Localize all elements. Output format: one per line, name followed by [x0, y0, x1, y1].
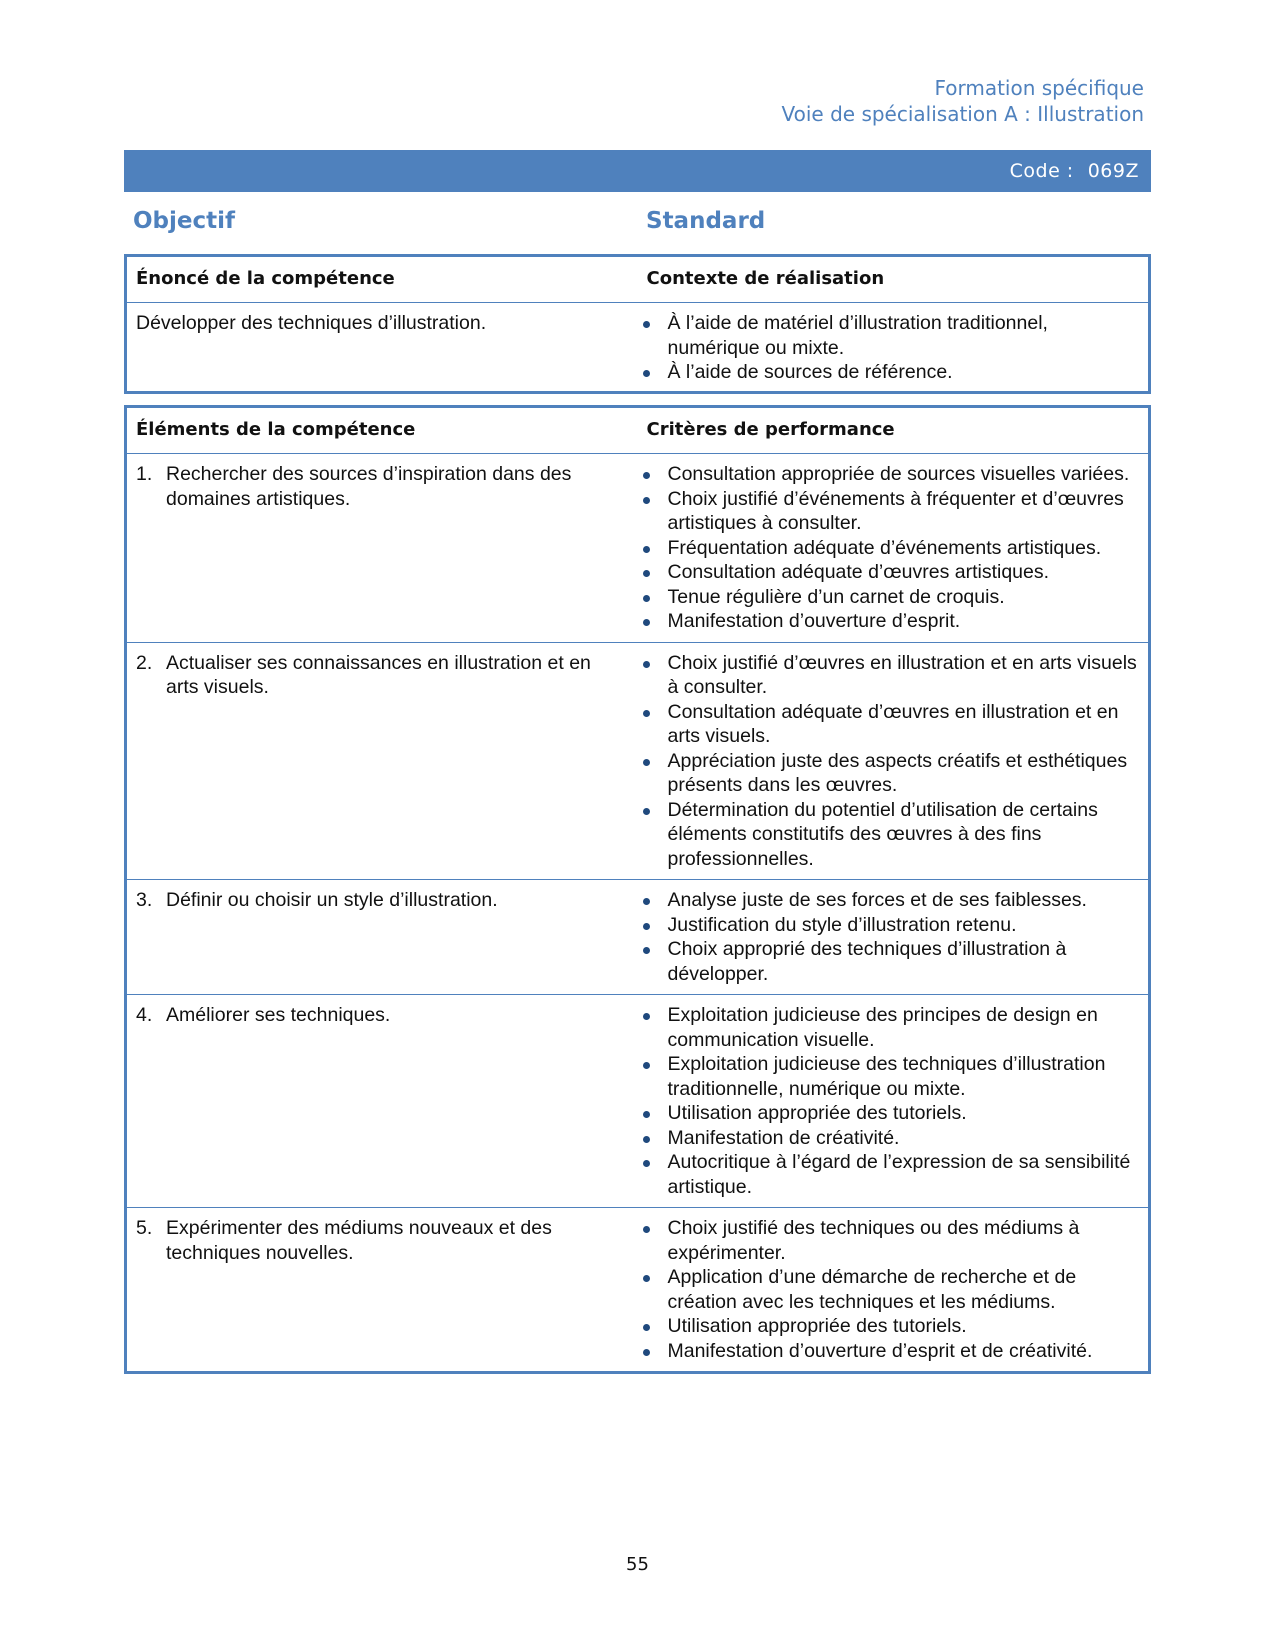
bullet-icon — [643, 923, 650, 930]
bullet-icon — [643, 759, 650, 766]
element-item: 1. Rechercher des sources d’inspiration dans des domaines artistiques. — [136, 463, 572, 510]
bullet-icon — [643, 497, 650, 504]
criteria-list — [638, 1003, 1143, 1199]
list-item: Justification du style d’illustration retenu. — [638, 913, 1143, 938]
list-item: Exploitation judicieuse des techniques d’illustration traditionnelle, numérique ou mixte. — [638, 1052, 1143, 1101]
list-item: Application d’une démarche de recherche et de création avec les techniques et les médiums. — [638, 1265, 1143, 1314]
header-program: Formation spécifique — [934, 76, 1144, 100]
bullet-icon — [643, 570, 650, 577]
bullet-icon — [643, 370, 650, 377]
list-item: Utilisation appropriée des tutoriels. — [638, 1314, 1143, 1339]
list-item: Choix justifié des techniques ou des médiums à expérimenter. — [638, 1216, 1143, 1265]
elements-header: Éléments de la compétence — [126, 407, 638, 454]
element-item: 3. Définir ou choisir un style d’illustration. — [136, 889, 498, 911]
bullet-icon — [643, 1275, 650, 1282]
table-header-row — [126, 407, 1150, 454]
code-bar — [124, 150, 1151, 192]
list-item: Tenue régulière d’un carnet de croquis. — [638, 585, 1143, 610]
bullet-icon — [643, 546, 650, 553]
bullet-icon — [643, 1324, 650, 1331]
bullet-icon — [643, 947, 650, 954]
bullet-icon — [643, 661, 650, 668]
list-item: Choix justifié d’œuvres en illustration et en arts visuels à consulter. — [638, 651, 1143, 700]
list-item: Consultation appropriée de sources visuelles variées. — [638, 462, 1143, 487]
element-item: 4. Améliorer ses techniques. — [136, 1004, 391, 1026]
table-row — [126, 642, 1150, 880]
table-header-row — [126, 256, 1150, 303]
list-item: Utilisation appropriée des tutoriels. — [638, 1101, 1143, 1126]
table-row — [126, 303, 1150, 393]
list-item: Fréquentation adéquate d’événements artistiques. — [638, 536, 1143, 561]
context-list — [638, 311, 1143, 385]
bullet-icon — [643, 1136, 650, 1143]
table-row — [126, 1208, 1150, 1373]
competence-statement: Développer des techniques d’illustration. — [136, 312, 487, 334]
list-item: Manifestation d’ouverture d’esprit. — [638, 609, 1143, 634]
bullet-icon — [643, 595, 650, 602]
table-row — [126, 880, 1150, 995]
criteria-list — [638, 462, 1143, 634]
bullet-icon — [643, 1226, 650, 1233]
standard-heading: Standard — [646, 208, 766, 234]
context-header: Contexte de réalisation — [638, 256, 1150, 303]
bullet-icon — [643, 1160, 650, 1167]
bullet-icon — [643, 1062, 650, 1069]
page-number: 55 — [626, 1554, 649, 1575]
competence-table — [124, 254, 1151, 394]
bullet-icon — [643, 808, 650, 815]
table-row — [126, 995, 1150, 1208]
list-item: Consultation adéquate d’œuvres en illustration et en arts visuels. — [638, 700, 1143, 749]
list-item: Détermination du potentiel d’utilisation de certains éléments constitutifs des œuvres à des fins professionnelles. — [638, 798, 1143, 872]
criteria-list — [638, 888, 1143, 986]
bullet-icon — [643, 710, 650, 717]
element-item: 2. Actualiser ses connaissances en illustration et en arts visuels. — [136, 651, 591, 698]
elements-table — [124, 405, 1151, 1374]
code-label: Code : — [1009, 160, 1074, 182]
list-item: Choix approprié des techniques d’illustration à développer. — [638, 937, 1143, 986]
bullet-icon — [643, 472, 650, 479]
list-item: Autocritique à l’égard de l’expression de sa sensibilité artistique. — [638, 1150, 1143, 1199]
bullet-icon — [643, 1349, 650, 1356]
element-item: 5. Expérimenter des médiums nouveaux et des techniques nouvelles. — [136, 1217, 552, 1264]
bullet-icon — [643, 1111, 650, 1118]
list-item: À l’aide de sources de référence. — [638, 360, 1143, 385]
header-specialization: Voie de spécialisation A : Illustration — [781, 102, 1144, 126]
list-item: À l’aide de matériel d’illustration traditionnel, numérique ou mixte. — [638, 311, 1143, 360]
list-item: Choix justifié d’événements à fréquenter et d’œuvres artistiques à consulter. — [638, 487, 1143, 536]
bullet-icon — [643, 898, 650, 905]
list-item: Analyse juste de ses forces et de ses faiblesses. — [638, 888, 1143, 913]
list-item: Consultation adéquate d’œuvres artistiques. — [638, 560, 1143, 585]
criteria-header: Critères de performance — [638, 407, 1150, 454]
bullet-icon — [643, 1013, 650, 1020]
criteria-list — [638, 1216, 1143, 1363]
objective-heading: Objectif — [133, 208, 236, 234]
bullet-icon — [643, 321, 650, 328]
code-value: 069Z — [1087, 160, 1139, 182]
table-row — [126, 454, 1150, 643]
statement-header: Énoncé de la compétence — [126, 256, 638, 303]
list-item: Appréciation juste des aspects créatifs et esthétiques présents dans les œuvres. — [638, 749, 1143, 798]
list-item: Manifestation d’ouverture d’esprit et de créativité. — [638, 1339, 1143, 1364]
list-item: Manifestation de créativité. — [638, 1126, 1143, 1151]
criteria-list — [638, 651, 1143, 872]
list-item: Exploitation judicieuse des principes de design en communication visuelle. — [638, 1003, 1143, 1052]
bullet-icon — [643, 619, 650, 626]
